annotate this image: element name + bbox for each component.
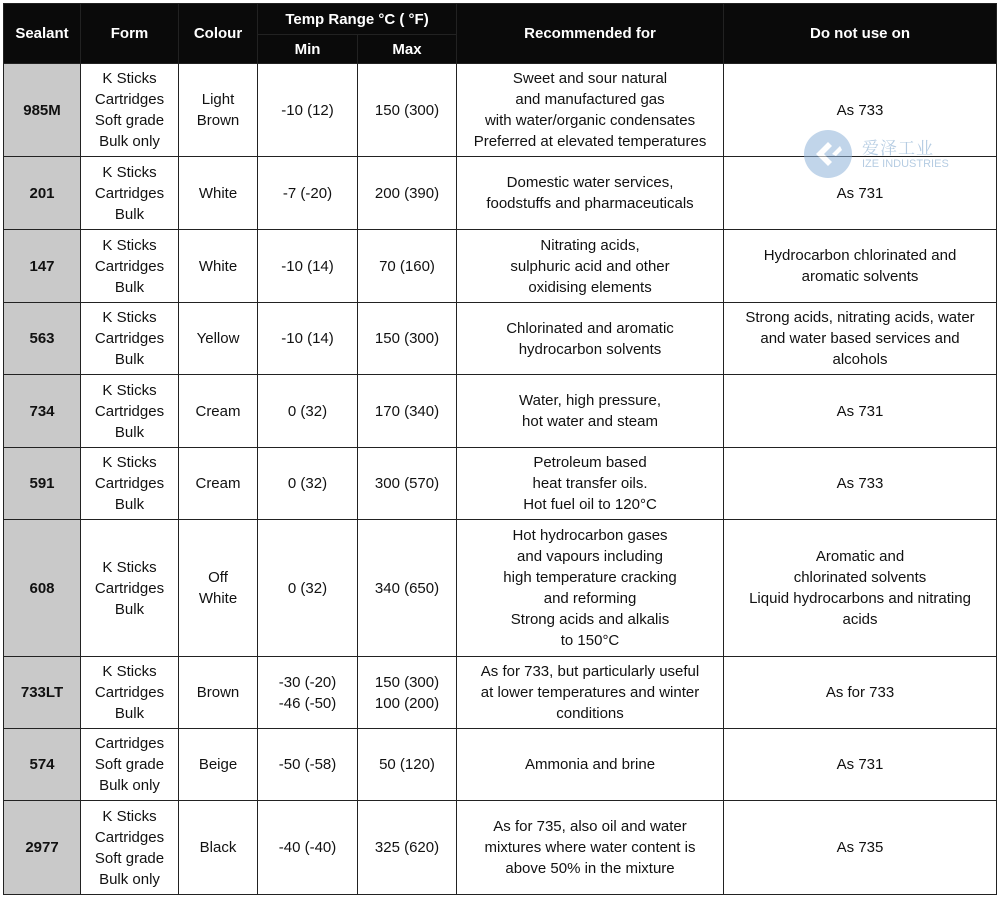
colour-line: White <box>198 590 238 607</box>
cell-recommended <box>457 230 724 303</box>
cell-colour <box>179 157 258 230</box>
max-line: 170 (340) <box>374 402 440 420</box>
cell-min <box>258 230 358 303</box>
recommended-line: foodstuffs and pharmaceuticals <box>486 195 694 212</box>
do-not_use-line: Strong acids, nitrating acids, water <box>745 309 975 326</box>
cell-max <box>358 157 457 230</box>
cell-max <box>358 230 457 303</box>
table-row <box>4 801 997 895</box>
cell-max <box>358 729 457 801</box>
cell-form <box>81 448 179 520</box>
cell-min <box>258 303 358 375</box>
sealant-table <box>3 3 997 895</box>
form-line: Cartridges <box>94 330 165 347</box>
min-line: 0 (32) <box>287 402 328 420</box>
form-line: Bulk only <box>99 133 160 150</box>
cell-max <box>358 657 457 729</box>
cell-sealant: 201 <box>4 157 81 230</box>
min-line: -40 (-40) <box>278 839 337 856</box>
form-line: Bulk <box>114 351 145 368</box>
min-line: -10 (14) <box>281 257 334 275</box>
do-not_use-line: Aromatic and <box>815 548 905 565</box>
sealant-table-wrapper <box>3 3 997 895</box>
cell-recommended <box>457 657 724 729</box>
form-line: Soft grade <box>94 756 165 773</box>
do-not_use-line: As 731 <box>836 184 884 202</box>
min-line: 0 (32) <box>287 475 328 492</box>
colour-line: Light <box>201 91 235 108</box>
recommended-line: and reforming <box>543 590 637 607</box>
cell-colour <box>179 303 258 375</box>
header-colour: Colour <box>179 4 258 64</box>
do-not_use-line: As 733 <box>836 475 884 492</box>
form-line: K Sticks <box>102 70 157 87</box>
header-recommended: Recommended for <box>457 4 724 64</box>
cell-recommended <box>457 64 724 157</box>
cell-min <box>258 375 358 448</box>
recommended-line: to 150°C <box>560 632 620 649</box>
form-line: K Sticks <box>102 558 157 576</box>
table-row <box>4 375 997 448</box>
colour-line: Cream <box>195 402 241 420</box>
cell-recommended <box>457 729 724 801</box>
table-row <box>4 230 997 303</box>
colour-line: White <box>198 257 238 275</box>
form-line: Cartridges <box>94 402 165 420</box>
min-line: -10 (14) <box>281 330 334 347</box>
form-line: Cartridges <box>94 735 165 752</box>
recommended-line: oxidising elements <box>528 278 652 296</box>
min-line: -50 (-58) <box>278 756 337 773</box>
cell-form <box>81 657 179 729</box>
max-line: 50 (120) <box>379 756 435 773</box>
colour-line: Off <box>208 569 228 586</box>
recommended-line: Strong acids and alkalis <box>510 611 670 628</box>
cell-colour <box>179 64 258 157</box>
header-min: Min <box>258 35 358 64</box>
cell-min <box>258 520 358 657</box>
min-line: -30 (-20) <box>278 673 337 691</box>
recommended-line: high temperature cracking <box>503 569 677 586</box>
cell-sealant: 574 <box>4 729 81 801</box>
header-do-not-use: Do not use on <box>724 4 997 64</box>
recommended-line: hot water and steam <box>522 413 658 430</box>
cell-form <box>81 230 179 303</box>
cell-max <box>358 375 457 448</box>
do-not_use-line: As 731 <box>836 756 884 773</box>
table-header <box>4 4 997 64</box>
do-not_use-line: aromatic solvents <box>801 268 919 285</box>
do-not_use-line: alcohols <box>832 351 888 368</box>
do-not_use-line: Hydrocarbon chlorinated and <box>763 247 957 264</box>
table-row <box>4 657 997 729</box>
cell-recommended <box>457 375 724 448</box>
do-not_use-line: chlorinated solvents <box>793 569 927 586</box>
colour-line: Brown <box>196 684 240 701</box>
cell-max <box>358 801 457 895</box>
cell-min <box>258 729 358 801</box>
cell-do-not_use <box>724 64 997 157</box>
cell-colour <box>179 801 258 895</box>
cell-form <box>81 520 179 657</box>
form-line: Cartridges <box>94 579 165 597</box>
form-line: Soft grade <box>94 112 165 129</box>
max-line: 70 (160) <box>379 257 435 275</box>
cell-do-not_use <box>724 657 997 729</box>
table-row <box>4 729 997 801</box>
max-line: 300 (570) <box>374 475 440 492</box>
cell-min <box>258 801 358 895</box>
min-line: -46 (-50) <box>278 694 337 712</box>
header-sealant: Sealant <box>4 4 81 64</box>
form-line: Bulk <box>114 205 145 223</box>
cell-colour <box>179 230 258 303</box>
cell-do-not_use <box>724 303 997 375</box>
colour-line: Yellow <box>196 330 240 347</box>
header-temp-range: Temp Range °C ( °F) <box>258 4 457 35</box>
recommended-line: Hot fuel oil to 120°C <box>523 496 657 513</box>
min-line: -7 (-20) <box>282 184 333 202</box>
recommended-line: above 50% in the mixture <box>505 860 675 877</box>
cell-recommended <box>457 520 724 657</box>
recommended-line: Nitrating acids, <box>540 236 640 254</box>
form-line: Soft grade <box>94 849 165 867</box>
cell-recommended <box>457 801 724 895</box>
form-line: Bulk <box>114 278 145 296</box>
cell-sealant: 985M <box>4 64 81 157</box>
header-form: Form <box>81 4 179 64</box>
table-body <box>4 64 997 895</box>
form-line: Cartridges <box>94 684 165 701</box>
max-line: 325 (620) <box>374 839 440 856</box>
recommended-line: conditions <box>556 705 624 722</box>
cell-sealant: 2977 <box>4 801 81 895</box>
do-not_use-line: acids <box>842 611 878 628</box>
do-not_use-line: As 731 <box>836 402 884 420</box>
recommended-line: with water/organic condensates <box>484 112 696 129</box>
cell-form <box>81 729 179 801</box>
recommended-line: mixtures where water content is <box>484 839 696 856</box>
form-line: Bulk <box>114 705 145 722</box>
form-line: K Sticks <box>102 381 157 399</box>
cell-colour <box>179 375 258 448</box>
cell-sealant: 734 <box>4 375 81 448</box>
cell-do-not_use <box>724 157 997 230</box>
colour-line: Brown <box>196 112 240 129</box>
form-line: Cartridges <box>94 475 165 492</box>
recommended-line: heat transfer oils. <box>532 475 648 492</box>
recommended-line: Ammonia and brine <box>524 756 656 773</box>
cell-colour <box>179 448 258 520</box>
max-line: 340 (650) <box>374 579 440 597</box>
min-line: 0 (32) <box>287 579 328 597</box>
recommended-line: As for 733, but particularly useful <box>480 663 700 680</box>
cell-sealant: 147 <box>4 230 81 303</box>
cell-max <box>358 64 457 157</box>
cell-sealant: 733LT <box>4 657 81 729</box>
cell-do-not_use <box>724 375 997 448</box>
do-not_use-line: and water based services and <box>760 330 960 347</box>
cell-recommended <box>457 157 724 230</box>
watermark-cn: 爱泽工业 <box>862 139 934 159</box>
cell-do-not_use <box>724 520 997 657</box>
colour-line: Black <box>199 839 237 856</box>
form-line: Bulk <box>114 423 145 441</box>
max-line: 150 (300) <box>374 330 440 347</box>
cell-sealant: 591 <box>4 448 81 520</box>
cell-sealant: 563 <box>4 303 81 375</box>
cell-form <box>81 157 179 230</box>
table-row <box>4 64 997 157</box>
form-line: K Sticks <box>102 163 157 181</box>
form-line: K Sticks <box>102 807 157 825</box>
recommended-line: Domestic water services, <box>506 174 674 191</box>
form-line: Cartridges <box>94 257 165 275</box>
recommended-line: sulphuric acid and other <box>510 257 670 275</box>
cell-min <box>258 657 358 729</box>
form-line: Bulk <box>114 496 145 513</box>
cell-min <box>258 157 358 230</box>
recommended-line: hydrocarbon solvents <box>518 340 662 358</box>
watermark-en: IZE INDUSTRIES <box>862 158 949 170</box>
recommended-line: Preferred at elevated temperatures <box>473 133 707 150</box>
do-not_use-line: As for 733 <box>825 684 895 701</box>
recommended-line: Hot hydrocarbon gases <box>512 527 668 544</box>
form-line: Cartridges <box>94 828 165 846</box>
form-line: K Sticks <box>102 309 157 326</box>
form-line: K Sticks <box>102 663 157 680</box>
recommended-line: Petroleum based <box>533 454 647 471</box>
colour-line: White <box>198 184 238 202</box>
colour-line: Cream <box>195 475 241 492</box>
max-line: 100 (200) <box>374 694 440 712</box>
form-line: Bulk only <box>99 777 160 794</box>
form-line: Bulk <box>114 600 145 618</box>
recommended-line: Chlorinated and aromatic <box>506 319 674 337</box>
header-max: Max <box>358 35 457 64</box>
cell-colour <box>179 520 258 657</box>
cell-max <box>358 448 457 520</box>
recommended-line: at lower temperatures and winter <box>480 684 700 701</box>
form-line: K Sticks <box>102 236 157 254</box>
recommended-line: Sweet and sour natural <box>512 70 668 87</box>
do-not_use-line: As 735 <box>836 839 884 856</box>
cell-form <box>81 303 179 375</box>
form-line: Bulk only <box>99 870 160 888</box>
cell-do-not_use <box>724 448 997 520</box>
recommended-line: and manufactured gas <box>515 91 665 108</box>
table-row <box>4 303 997 375</box>
cell-sealant: 608 <box>4 520 81 657</box>
do-not_use-line: Liquid hydrocarbons and nitrating <box>749 590 971 607</box>
recommended-line: and vapours including <box>517 548 663 565</box>
max-line: 200 (390) <box>374 184 440 202</box>
cell-max <box>358 520 457 657</box>
form-line: Cartridges <box>94 184 165 202</box>
min-line: -10 (12) <box>281 101 334 119</box>
form-line: Cartridges <box>94 91 165 108</box>
table-row <box>4 157 997 230</box>
form-line: K Sticks <box>102 454 157 471</box>
cell-recommended <box>457 303 724 375</box>
cell-do-not_use <box>724 729 997 801</box>
cell-colour <box>179 729 258 801</box>
table-row <box>4 448 997 520</box>
table-row <box>4 520 997 657</box>
cell-form <box>81 64 179 157</box>
colour-line: Beige <box>198 756 238 773</box>
cell-min <box>258 448 358 520</box>
recommended-line: Water, high pressure, <box>519 392 662 409</box>
do-not_use-line: As 733 <box>836 101 884 119</box>
cell-min <box>258 64 358 157</box>
max-line: 150 (300) <box>374 101 440 119</box>
cell-max <box>358 303 457 375</box>
cell-do-not_use <box>724 230 997 303</box>
cell-form <box>81 375 179 448</box>
max-line: 150 (300) <box>374 673 440 691</box>
cell-form <box>81 801 179 895</box>
cell-recommended <box>457 448 724 520</box>
recommended-line: As for 735, also oil and water <box>493 818 687 835</box>
cell-do-not_use <box>724 801 997 895</box>
cell-colour <box>179 657 258 729</box>
